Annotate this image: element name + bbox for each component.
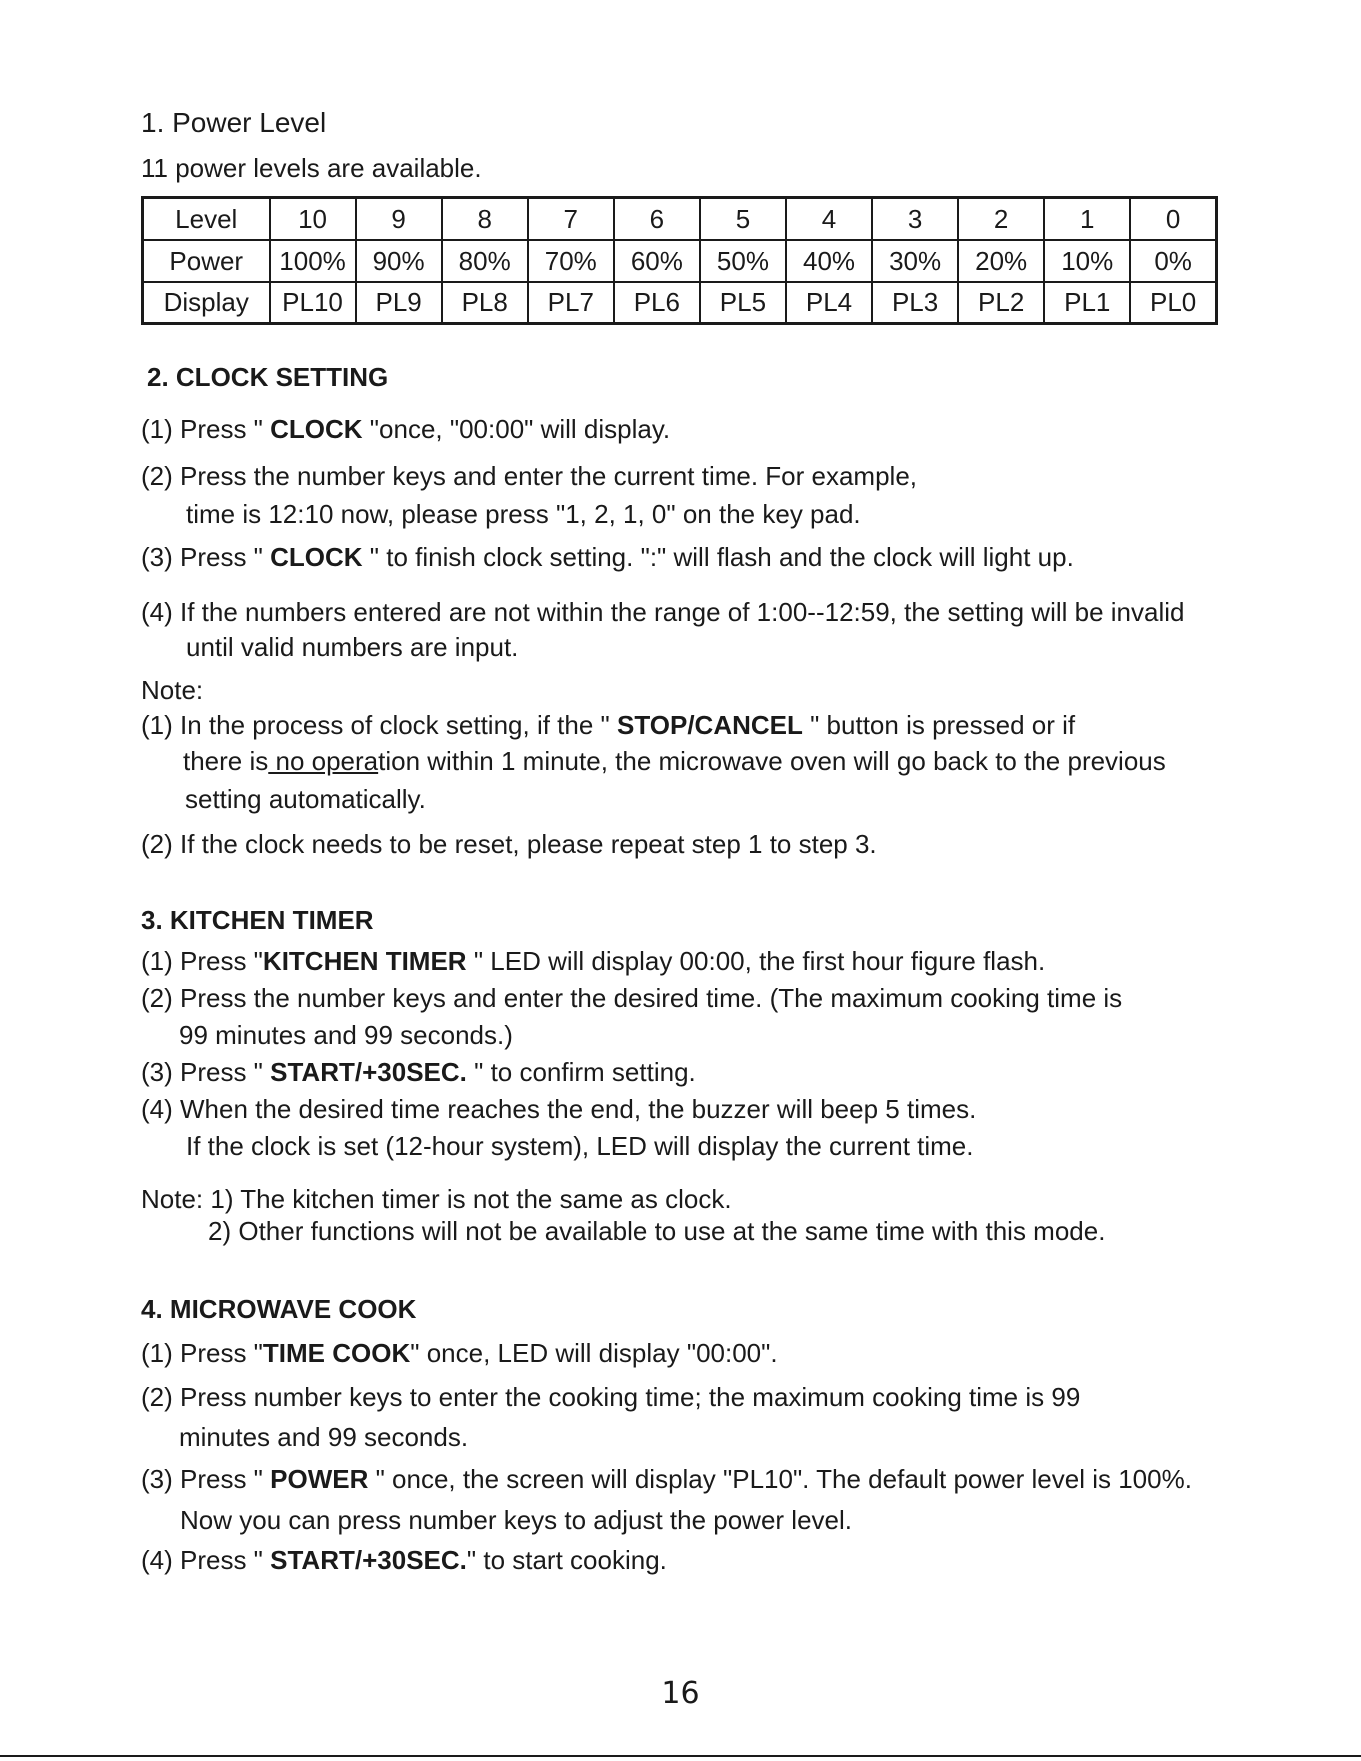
table-cell: PL1 <box>1044 282 1130 324</box>
timer-note-2: 2) Other functions will not be available to use at the same time with this mode. <box>208 1216 1106 1246</box>
table-cell: 100% <box>270 240 356 282</box>
micro-step-2: (2) Press number keys to enter the cooking time; the maximum cooking time is 99 <box>141 1382 1081 1412</box>
table-cell: PL8 <box>442 282 528 324</box>
table-cell: 8 <box>442 198 528 240</box>
timer-step-4-cont: If the clock is set (12-hour system), LED will display the current time. <box>186 1131 974 1161</box>
table-cell: 9 <box>356 198 442 240</box>
page-number: 16 <box>661 1676 700 1711</box>
clock-setting-heading: 2. CLOCK SETTING <box>147 362 389 392</box>
clock-note-1: (1) In the process of clock setting, if the " STOP/CANCEL " button is pressed or if <box>141 710 1076 740</box>
table-cell: 90% <box>356 240 442 282</box>
table-cell: 80% <box>442 240 528 282</box>
table-cell: 10% <box>1044 240 1130 282</box>
clock-note-1-cont: there is no operation within 1 minute, the microwave oven will go back to the previous <box>183 746 1166 776</box>
clock-step-2-cont: time is 12:10 now, please press "1, 2, 1, 0" on the key pad. <box>186 499 861 529</box>
table-cell: PL2 <box>958 282 1044 324</box>
table-cell: 20% <box>958 240 1044 282</box>
micro-step-3: (3) Press " POWER " once, the screen will display "PL10". The default power level is 100%. <box>141 1464 1192 1494</box>
table-cell: 6 <box>614 198 700 240</box>
micro-step-4: (4) Press " START/+30SEC." to start cooking. <box>141 1545 667 1575</box>
bottom-rule <box>0 1755 1361 1757</box>
table-cell: 2 <box>958 198 1044 240</box>
table-cell: 70% <box>528 240 614 282</box>
table-cell: PL7 <box>528 282 614 324</box>
row-label: Display <box>143 282 270 324</box>
table-cell: 50% <box>700 240 786 282</box>
power-level-title: 1. Power Level <box>141 107 327 138</box>
row-label: Power <box>143 240 270 282</box>
clock-note-1-end: setting automatically. <box>185 784 426 814</box>
row-label: Level <box>143 198 270 240</box>
microwave-cook-heading: 4. MICROWAVE COOK <box>141 1294 417 1324</box>
clock-note-label: Note: <box>141 675 204 705</box>
clock-step-4: (4) If the numbers entered are not within the range of 1:00--12:59, the setting will be invalid <box>141 597 1185 627</box>
table-cell: PL0 <box>1130 282 1216 324</box>
table-cell: 0% <box>1130 240 1216 282</box>
timer-step-3: (3) Press " START/+30SEC. " to confirm setting. <box>141 1057 696 1087</box>
table-cell: 4 <box>786 198 872 240</box>
kitchen-timer-heading: 3. KITCHEN TIMER <box>141 905 374 935</box>
table-cell: 7 <box>528 198 614 240</box>
table-row <box>143 282 1217 324</box>
power-level-table <box>141 196 1218 325</box>
timer-step-2-cont: 99 minutes and 99 seconds.) <box>179 1020 513 1050</box>
table-row <box>143 240 1217 282</box>
timer-note-1: Note: 1) The kitchen timer is not the same as clock. <box>141 1184 732 1214</box>
table-cell: PL4 <box>786 282 872 324</box>
table-cell: PL5 <box>700 282 786 324</box>
table-cell: 40% <box>786 240 872 282</box>
table-cell: 60% <box>614 240 700 282</box>
table-cell: PL6 <box>614 282 700 324</box>
timer-step-2: (2) Press the number keys and enter the desired time. (The maximum cooking time is <box>141 983 1123 1013</box>
clock-step-3: (3) Press " CLOCK " to finish clock setting. ":" will flash and the clock will light up. <box>141 542 1074 572</box>
timer-step-1: (1) Press "KITCHEN TIMER " LED will display 00:00, the first hour figure flash. <box>141 946 1046 976</box>
table-cell: PL9 <box>356 282 442 324</box>
timer-step-4: (4) When the desired time reaches the end, the buzzer will beep 5 times. <box>141 1094 977 1124</box>
table-cell: 5 <box>700 198 786 240</box>
table-cell: 30% <box>872 240 958 282</box>
micro-step-3-cont: Now you can press number keys to adjust the power level. <box>180 1505 853 1535</box>
table-cell: PL3 <box>872 282 958 324</box>
micro-step-1: (1) Press "TIME COOK" once, LED will display "00:00". <box>141 1338 778 1368</box>
table-cell: 10 <box>270 198 356 240</box>
power-level-intro: 11 power levels are available. <box>141 153 482 183</box>
clock-step-4-cont: until valid numbers are input. <box>186 632 519 662</box>
table-cell: 0 <box>1130 198 1216 240</box>
clock-step-2: (2) Press the number keys and enter the current time. For example, <box>141 461 918 491</box>
table-cell: PL10 <box>270 282 356 324</box>
table-row <box>143 198 1217 240</box>
clock-step-1: (1) Press " CLOCK "once, "00:00" will display. <box>141 414 671 444</box>
table-cell: 1 <box>1044 198 1130 240</box>
clock-note-2: (2) If the clock needs to be reset, please repeat step 1 to step 3. <box>141 829 877 859</box>
table-cell: 3 <box>872 198 958 240</box>
micro-step-2-cont: minutes and 99 seconds. <box>179 1422 469 1452</box>
